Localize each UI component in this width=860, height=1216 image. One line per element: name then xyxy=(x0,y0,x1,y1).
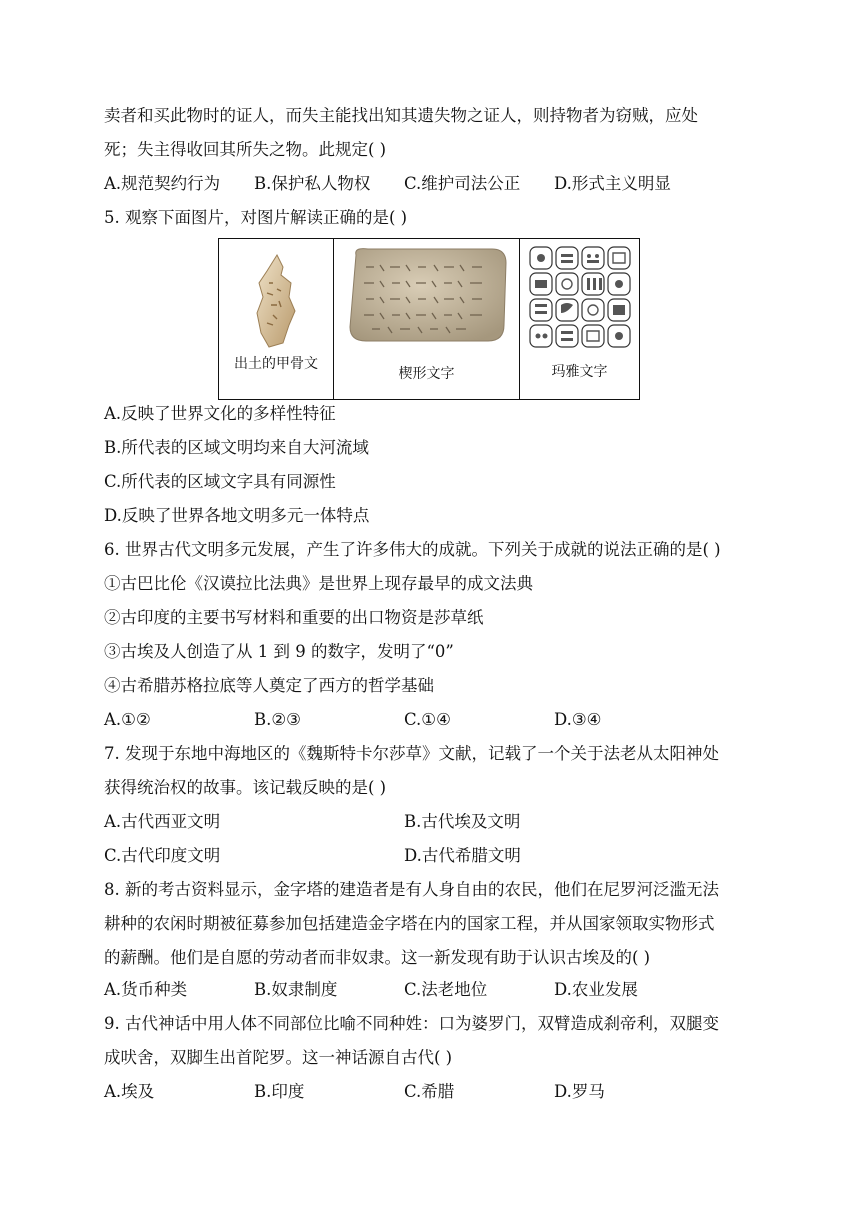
q6-item-4: ④古希腊苏格拉底等人奠定了西方的哲学基础 xyxy=(104,676,434,695)
cuneiform-cell xyxy=(333,239,519,399)
q7-option-c[interactable]: C.古代印度文明 xyxy=(104,846,221,865)
maya-script-cell xyxy=(519,239,639,399)
q5-stem: 5. 观察下面图片，对图片解读正确的是( ) xyxy=(104,208,408,227)
q6-item-1: ①古巴比伦《汉谟拉比法典》是世界上现存最早的成文法典 xyxy=(104,574,533,593)
q9-option-b[interactable]: B.印度 xyxy=(254,1082,305,1101)
cuneiform-caption: 楔形文字 xyxy=(398,366,455,382)
q8-option-d[interactable]: D.农业发展 xyxy=(554,980,638,999)
q4-option-d[interactable]: D.形式主义明显 xyxy=(554,174,671,193)
q4-text-line-2: 死；失主得收回其所失之物。此规定( ) xyxy=(104,140,387,159)
q6-item-3: ③古埃及人创造了从 1 到 9 的数字，发明了“0” xyxy=(104,642,454,661)
q9-text-line-2: 成吠舍，双脚生出首陀罗。这一神话源自古代( ) xyxy=(104,1048,453,1067)
q6-option-b[interactable]: B.②③ xyxy=(254,710,301,729)
q5-figure-table xyxy=(218,238,640,400)
q9-option-c[interactable]: C.希腊 xyxy=(404,1082,455,1101)
q6-option-a[interactable]: A.①② xyxy=(104,710,151,729)
q8-option-c[interactable]: C.法老地位 xyxy=(404,980,488,999)
q7-option-d[interactable]: D.古代希腊文明 xyxy=(404,846,521,865)
q4-text-line-1: 卖者和买此物时的证人，而失主能找出知其遗失物之证人，则持物者为窃贼，应处 xyxy=(104,106,698,125)
q6-item-2: ②古印度的主要书写材料和重要的出口物资是莎草纸 xyxy=(104,608,484,627)
maya-script-caption: 玛雅文字 xyxy=(551,364,608,380)
q4-option-c[interactable]: C.维护司法公正 xyxy=(404,174,521,193)
q6-stem: 6. 世界古代文明多元发展，产生了许多伟大的成就。下列关于成就的说法正确的是( ) xyxy=(104,540,721,559)
maya-glyphs-image xyxy=(528,245,632,349)
q5-option-d[interactable]: D.反映了世界各地文明多元一体特点 xyxy=(104,506,370,525)
q8-text-line-3: 的薪酬。他们是自愿的劳动者而非奴隶。这一新发现有助于认识古埃及的( ) xyxy=(104,948,651,967)
oracle-bone-image xyxy=(243,253,309,349)
q4-option-a[interactable]: A.规范契约行为 xyxy=(104,174,221,193)
q6-option-d[interactable]: D.③④ xyxy=(554,710,602,729)
q8-text-line-2: 耕种的农闲时期被征募参加包括建造金字塔在内的国家工程，并从国家领取实物形式 xyxy=(104,914,715,933)
q7-option-b[interactable]: B.古代埃及文明 xyxy=(404,812,521,831)
oracle-bone-caption: 出土的甲骨文 xyxy=(234,356,318,372)
q8-option-b[interactable]: B.奴隶制度 xyxy=(254,980,338,999)
q8-option-a[interactable]: A.货币种类 xyxy=(104,980,188,999)
q9-option-d[interactable]: D.罗马 xyxy=(554,1082,605,1101)
q4-option-b[interactable]: B.保护私人物权 xyxy=(254,174,371,193)
q7-text-line-2: 获得统治权的故事。该记载反映的是( ) xyxy=(104,778,387,797)
q5-option-c[interactable]: C.所代表的区域文字具有同源性 xyxy=(104,472,336,491)
q6-option-c[interactable]: C.①④ xyxy=(404,710,451,729)
oracle-bone-cell xyxy=(219,239,333,399)
q9-text-line-1: 9. 古代神话中用人体不同部位比喻不同种姓：口为婆罗门，双臂造成刹帝利，双腿变 xyxy=(104,1014,719,1033)
q8-text-line-1: 8. 新的考古资料显示，金字塔的建造者是有人身自由的农民，他们在尼罗河泛滥无法 xyxy=(104,880,719,899)
cuneiform-tablet-image xyxy=(344,245,510,345)
q7-option-a[interactable]: A.古代西亚文明 xyxy=(104,812,221,831)
q9-option-a[interactable]: A.埃及 xyxy=(104,1082,155,1101)
q5-option-b[interactable]: B.所代表的区域文明均来自大河流域 xyxy=(104,438,369,457)
q7-text-line-1: 7. 发现于东地中海地区的《魏斯特卡尔莎草》文献，记载了一个关于法老从太阳神处 xyxy=(104,744,719,763)
q5-option-a[interactable]: A.反映了世界文化的多样性特征 xyxy=(104,404,336,423)
